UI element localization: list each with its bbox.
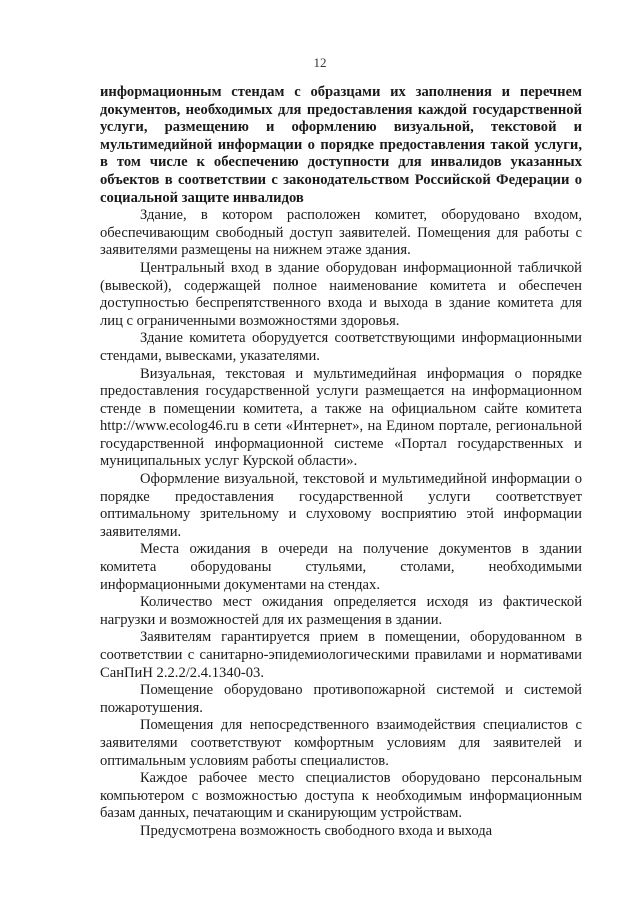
- paragraph: Оформление визуальной, текстовой и мультимедийной информации о порядке предоставления государственной услуги соответствует оптимальному зрительному и слуховому восприятию этой информации заявителями.: [100, 471, 582, 540]
- paragraph: Предусмотрена возможность свободного входа и выхода: [140, 822, 493, 839]
- paragraph: Каждое рабочее место специалистов оборудовано персональным компьютером с возможностью доступа к необходимым информационным базам данных, печатающим и сканирующим устройствам.: [100, 770, 582, 822]
- paragraph: Заявителям гарантируется прием в помещении, оборудованном в соответствии с санитарно-эпидемиологическими правилами и нормативами СанПиН 2.2.2/2.4.1340-03.: [100, 629, 582, 681]
- page-number: 12: [313, 55, 327, 70]
- paragraph: Места ожидания в очереди на получение документов в здании комитета оборудованы стульями, столами, необходимыми информационными документами на стендах.: [100, 541, 582, 593]
- paragraph: Здание, в котором расположен комитет, оборудовано входом, обеспечивающим свободный доступ заявителей. Помещения для работы с заявителями размещены на нижнем этаже здания.: [100, 207, 582, 259]
- section-heading: информационным стендам с образцами их заполнения и перечнем документов, необходимых для предоставления каждой государственной услуги, размещению и оформлению визуальной, текстовой и мультимедийной информации о порядке предоставления такой услуги, в том числе к обеспечению доступности для инвалидов указанных объектов в соответствии с законодательством Российской Федерации о социальной защите инвалидов: [100, 84, 582, 206]
- paragraph: Помещения для непосредственного взаимодействия специалистов с заявителями соответствуют комфортным условиям для заявителей и оптимальным условиям работы специалистов.: [100, 717, 582, 769]
- paragraph: Помещение оборудовано противопожарной системой и системой пожаротушения.: [100, 682, 582, 716]
- paragraph: Центральный вход в здание оборудован информационной табличкой (вывеской), содержащей полное наименование комитета и обеспечен доступностью беспрепятственного входа и выхода в здание комитета для лиц с ограниченными возможностями здоровья.: [100, 259, 582, 329]
- paragraph: Визуальная, текстовая и мультимедийная информация о порядке предоставления государственной услуги размещается на информационном стенде в помещении комитета, а также на официальном сайте комитета http://www.ecolog46.ru в сети «Интернет», на Едином портале, региональной государственной информационной системе «Портал государственных и муниципальных услуг Курской области».: [100, 365, 582, 470]
- paragraph: Здание комитета оборудуется соответствующими информационными стендами, вывесками, указателями.: [100, 330, 582, 364]
- paragraph: Количество мест ожидания определяется исходя из фактической нагрузки и возможностей для их размещения в здании.: [100, 594, 582, 628]
- page-content: [100, 84, 582, 841]
